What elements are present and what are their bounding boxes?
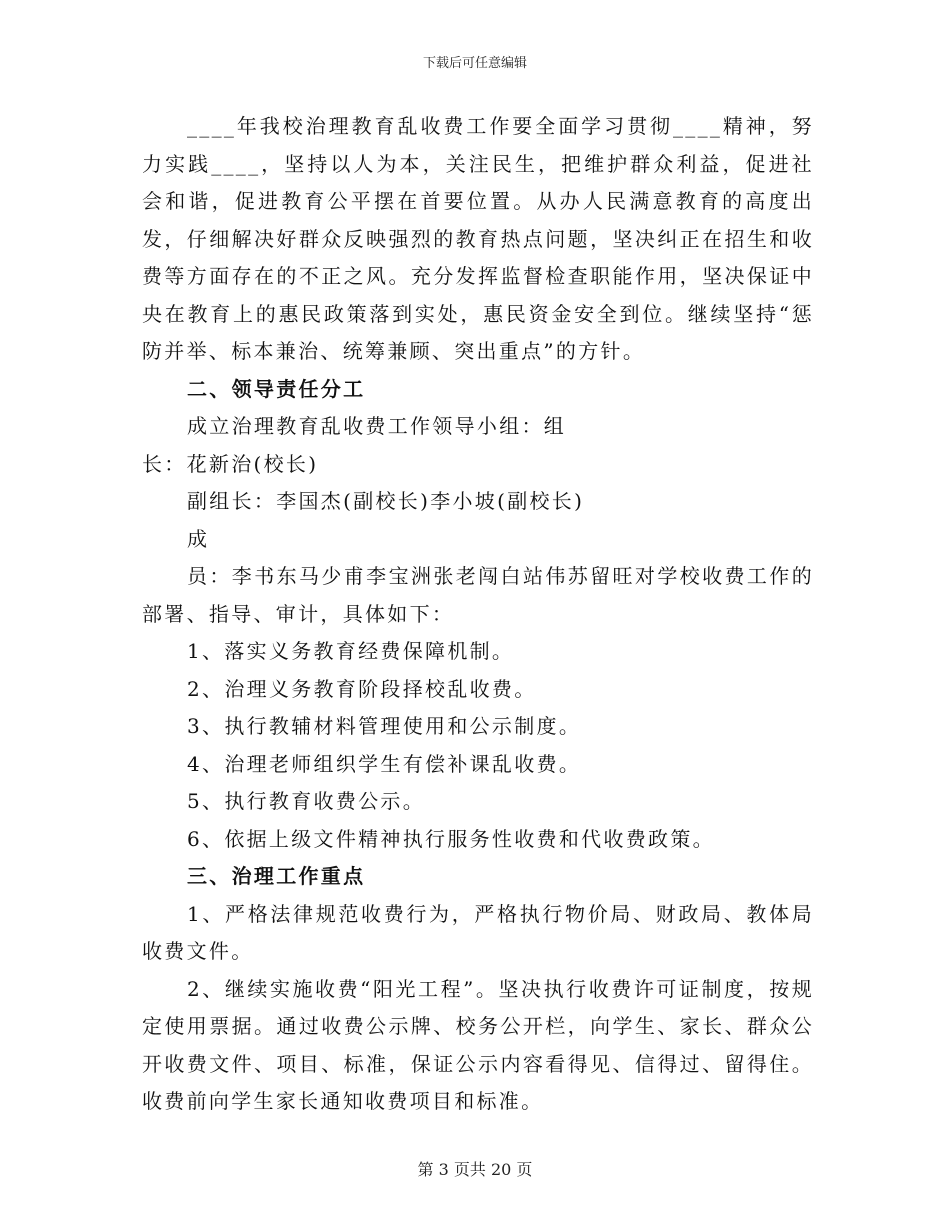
members-paragraph: 员：李书东马少甫李宝洲张老闯白站伟苏留旺对学校收费工作的部署、指导、审计，具体如下： — [142, 564, 814, 626]
page-header: 下载后可任意编辑 — [422, 56, 527, 71]
section-heading-focus: 三、治理工作重点 — [187, 864, 366, 888]
duty-item-4: 4、治理老师组织学生有偿补课乱收费。 — [187, 751, 582, 776]
page-number-footer: 第 3 页共 20 页 — [417, 1160, 533, 1179]
intro-paragraph: ____年我校治理教育乱收费工作要全面学习贯彻____精神，努力实践____，坚持以人为本，关注民生，把维护群众利益，促进社会和谐，促进教育公平摆在首要位置。从办人民满意教育的高度出发，仔细解决好群众反映强烈的教育热点问题，坚决纠正在招生和收费等方面存在的不正之风。充分发挥监督检查职能作用，坚决保证中央在教育上的惠民政策落到实处，惠民资金安全到位。继续坚持“惩防并举、标本兼治、统筹兼顾、突出重点”的方针。 — [142, 114, 814, 363]
focus-item-1: 1、严格法律规范收费行为，严格执行物价局、财政局、教体局收费文件。 — [142, 901, 814, 963]
section-heading-leadership: 二、领导责任分工 — [187, 376, 366, 401]
leadership-group-intro: 成立治理教育乱收费工作领导小组：组 — [187, 414, 567, 438]
deputy-leader-line: 副组长：李国杰(副校长)李小坡(副校长) — [187, 489, 585, 513]
duty-item-2: 2、治理义务教育阶段择校乱收费。 — [187, 676, 537, 701]
focus-item-2: 2、继续实施收费“阳光工程”。坚决执行收费许可证制度，按规定使用票据。通过收费公示牌、校务公开栏，向学生、家长、群众公开收费文件、项目、标准，保证公示内容看得见、信得过、留得住。收费前向学生家长通知收费项目和标准。 — [142, 976, 814, 1113]
duty-item-6: 6、依据上级文件精神执行服务性收费和代收费政策。 — [187, 826, 715, 851]
members-label: 成 — [187, 526, 210, 551]
duty-item-1: 1、落实义务教育经费保障机制。 — [187, 639, 515, 663]
group-leader-line: 长：花新治(校长) — [142, 451, 319, 476]
document-body — [142, 108, 814, 1121]
duty-item-5: 5、执行教育收费公示。 — [187, 789, 426, 813]
duty-item-3: 3、执行教辅材料管理使用和公示制度。 — [187, 714, 582, 738]
